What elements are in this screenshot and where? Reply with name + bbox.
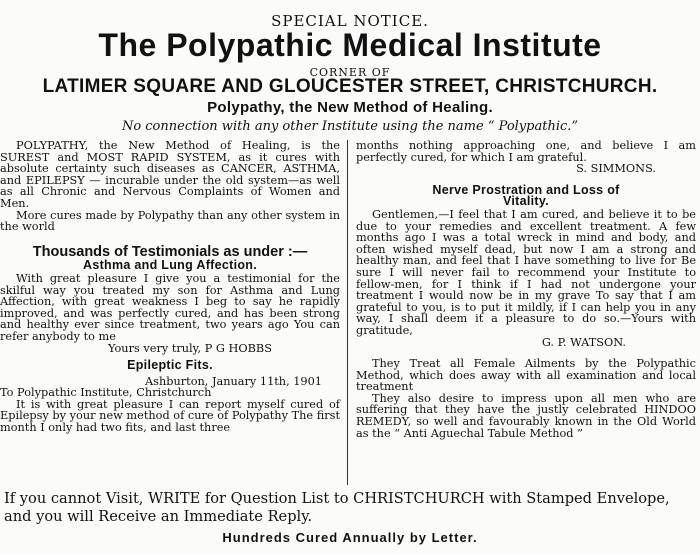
- cured-by-letter: Hundreds Cured Annually by Letter.: [222, 530, 478, 545]
- address-line: LATIMER SQUARE AND GLOUCESTER STREET, CHRISTCHURCH.: [42, 76, 658, 97]
- epileptic-date: Ashburton, January 11th, 1901: [145, 374, 322, 388]
- column-divider: [347, 140, 348, 485]
- special-notice: SPECIAL NOTICE.: [271, 12, 429, 30]
- nerve-testimonial: Gentlemen,—I feel that I am cured, and believe it to be due to your remedies and excellent treatment. A few months ago I was a total wreck in mind and body, and often wished myself dead, but now I am a strong and healthy man, and feel that I have something to live for Be sure I will never fail to recommend your Institute to fellow-men, for I think if I had not undergone your treatment I would now be in my grave To say that I am grateful to you, is to put it mildly, if I can help you in any way, I shall deem it a pleasure to do so.—Yours with gratitude,: [356, 207, 696, 337]
- write-instruction: If you cannot Visit, WRITE for Question List to CHRISTCHURCH with Stamped Envelope, and you will Receive an Immediate Reply.: [4, 490, 670, 525]
- left-column: [0, 140, 340, 434]
- testimonials-heading: Thousands of Testimonials as under :—: [32, 243, 308, 260]
- nerve-heading-line-1: Nerve Prostration and Loss of: [432, 182, 620, 197]
- right-column: [356, 140, 696, 439]
- intro-paragraph: POLYPATHY, the New Method of Healing, is the SUREST and MOST RAPID SYSTEM, as it cures with absolute certainty such diseases as CANCER, ASTHMA, and EPILEPSY — incurable under the old system—as well as all Chronic and Nervous Complaints of Women and Men.: [0, 139, 340, 210]
- asthma-heading: Asthma and Lung Affection.: [83, 258, 257, 273]
- disclaimer: No connection with any other Institute using the name “ Polypathic.”: [121, 119, 579, 134]
- spacer: [0, 233, 340, 243]
- epileptic-heading: Epileptic Fits.: [127, 358, 213, 373]
- epileptic-testimonial: It is with great pleasure I can report myself cured of Epilepsy by your new method of cure of Polypathy The first month I only had two fits, and last three: [0, 397, 340, 435]
- asthma-signature: Yours very truly, P G HOBBS: [108, 341, 272, 355]
- institute-title: The Polypathic Medical Institute: [98, 27, 602, 63]
- female-ailments-paragraph: They Treat all Female Ailments by the Polypathic Method, which does away with all examination and local treatment: [356, 357, 696, 394]
- nerve-heading: [356, 182, 696, 209]
- corner-of-label: CORNER OF: [309, 66, 391, 79]
- asthma-testimonial: With great pleasure I give you a testimonial for the skilful way you treated my son for Asthma and Lung Affection, with great weakness I beg to say he rapidly improved, and was perfectly cured, and has been strong and healthy ever since treatment, two years ago You can refer anybody to me: [0, 271, 340, 343]
- hindoo-remedy-paragraph: They also desire to impress upon all men who are suffering that they have the justly celebrated HINDOO REMEDY, so well and favourably known in the Old World as the “ Anti Aguechal Tabule Method ”: [356, 391, 696, 440]
- epileptic-addressee: To Polypathic Institute, Christchurch: [0, 386, 212, 400]
- nerve-heading-line-2: Vitality.: [502, 194, 549, 209]
- nerve-signature: G. P. WATSON.: [541, 335, 626, 349]
- continued-signature: S. SIMMONS.: [576, 162, 656, 176]
- method-subtitle: Polypathy, the New Method of Healing.: [207, 99, 493, 116]
- intro-claim: More cures made by Polypathy than any other system in the world: [0, 208, 340, 234]
- continued-testimonial: months nothing approaching one, and believe I am perfectly cured, for which I am grateful.: [356, 139, 696, 164]
